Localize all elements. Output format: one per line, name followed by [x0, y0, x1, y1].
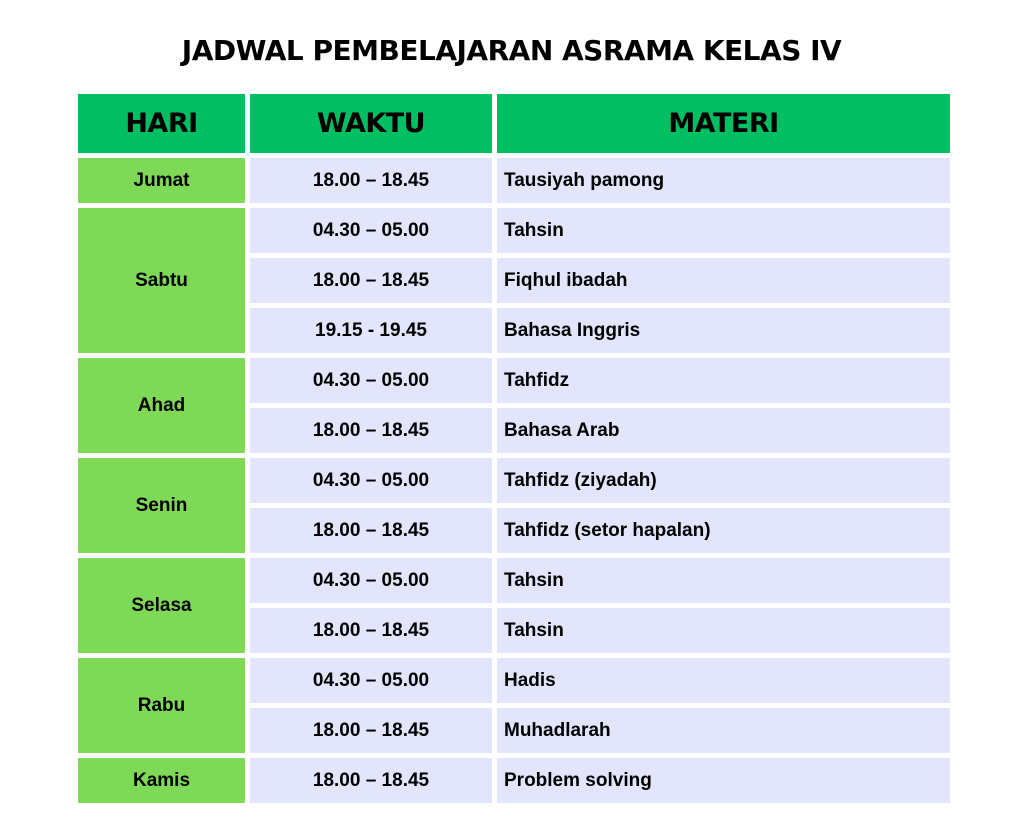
time-cell: 18.00 – 18.45	[250, 608, 492, 653]
day-cell-selasa: Selasa	[78, 558, 245, 653]
subject-cell: Problem solving	[497, 758, 950, 803]
time-cell: 18.00 – 18.45	[250, 408, 492, 453]
time-cell: 18.00 – 18.45	[250, 508, 492, 553]
time-cell: 18.00 – 18.45	[250, 258, 492, 303]
time-cell: 18.00 – 18.45	[250, 758, 492, 803]
subject-cell: Bahasa Inggris	[497, 308, 950, 353]
subject-cell: Bahasa Arab	[497, 408, 950, 453]
header-day: HARI	[78, 94, 245, 153]
subject-cell: Hadis	[497, 658, 950, 703]
time-cell: 04.30 – 05.00	[250, 558, 492, 603]
time-cell: 04.30 – 05.00	[250, 458, 492, 503]
header-subject: MATERI	[497, 94, 950, 153]
time-cell: 04.30 – 05.00	[250, 208, 492, 253]
time-cell: 18.00 – 18.45	[250, 158, 492, 203]
time-cell: 18.00 – 18.45	[250, 708, 492, 753]
subject-cell: Tahfidz	[497, 358, 950, 403]
day-cell-sabtu: Sabtu	[78, 208, 245, 353]
subject-cell: Fiqhul ibadah	[497, 258, 950, 303]
header-time: WAKTU	[250, 94, 492, 153]
subject-cell: Muhadlarah	[497, 708, 950, 753]
day-cell-senin: Senin	[78, 458, 245, 553]
time-cell: 04.30 – 05.00	[250, 358, 492, 403]
subject-cell: Tahfidz (setor hapalan)	[497, 508, 950, 553]
subject-cell: Tahsin	[497, 558, 950, 603]
day-cell-kamis: Kamis	[78, 758, 245, 803]
day-cell-ahad: Ahad	[78, 358, 245, 453]
day-cell-jumat: Jumat	[78, 158, 245, 203]
day-cell-rabu: Rabu	[78, 658, 245, 753]
schedule-table	[78, 94, 950, 803]
time-cell: 19.15 - 19.45	[250, 308, 492, 353]
time-cell: 04.30 – 05.00	[250, 658, 492, 703]
subject-cell: Tahsin	[497, 608, 950, 653]
page-title: JADWAL PEMBELAJARAN ASRAMA KELAS IV	[181, 34, 842, 67]
subject-cell: Tahfidz (ziyadah)	[497, 458, 950, 503]
subject-cell: Tausiyah pamong	[497, 158, 950, 203]
subject-cell: Tahsin	[497, 208, 950, 253]
